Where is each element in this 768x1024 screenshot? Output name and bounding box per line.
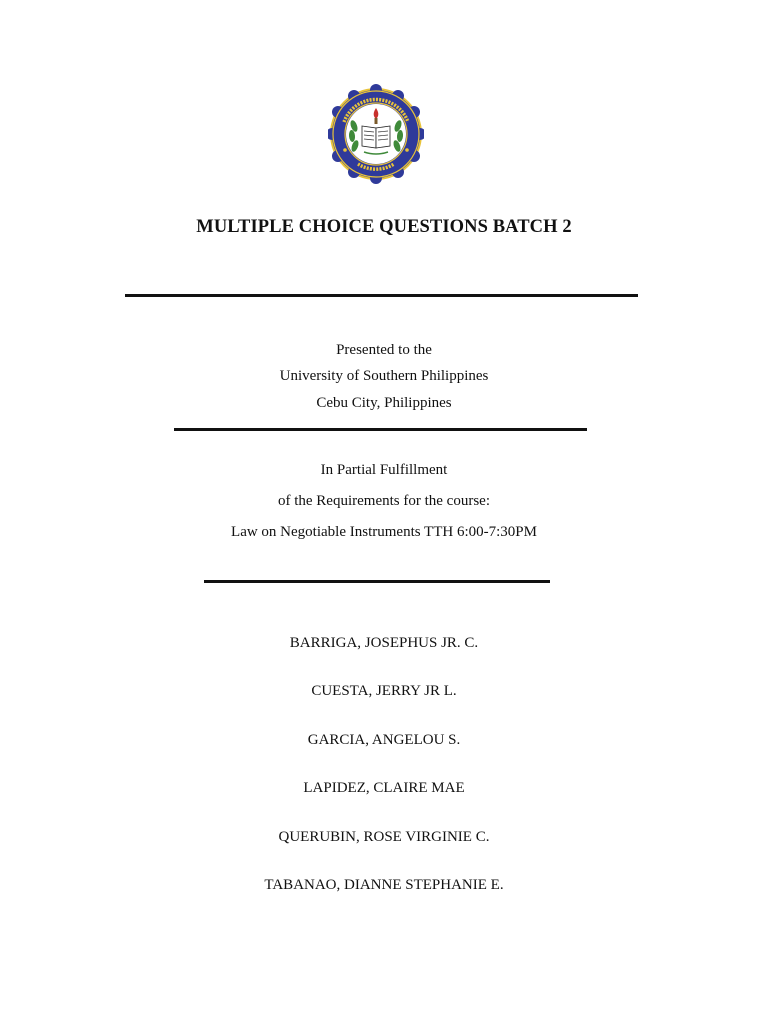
member-name: CUESTA, JERRY JR L.: [311, 683, 457, 699]
member-name: QUERUBIN, ROSE VIRGINIE C.: [278, 829, 490, 845]
member-name: TABANAO, DIANNE STEPHANIE E.: [264, 877, 504, 893]
horizontal-rule-middle: [174, 428, 587, 431]
member-name: BARRIGA, JOSEPHUS JR. C.: [289, 635, 479, 651]
fulfillment-line-2: of the Requirements for the course:: [277, 493, 490, 509]
member-name: GARCIA, ANGELOU S.: [307, 732, 461, 748]
member-name: LAPIDEZ, CLAIRE MAE: [303, 780, 465, 796]
fulfillment-line-1: In Partial Fulfillment: [320, 462, 448, 478]
horizontal-rule-bottom: [204, 580, 550, 583]
horizontal-rule-top: [125, 294, 638, 297]
course-name: Law on Negotiable Instruments TTH 6:00-7:30PM: [231, 524, 537, 540]
presented-university: University of Southern Philippines: [279, 368, 489, 384]
university-seal-logo: [328, 84, 424, 184]
presented-location: Cebu City, Philippines: [316, 395, 452, 411]
document-title: MULTIPLE CHOICE QUESTIONS BATCH 2: [196, 217, 572, 237]
presented-line-1: Presented to the: [336, 342, 432, 358]
